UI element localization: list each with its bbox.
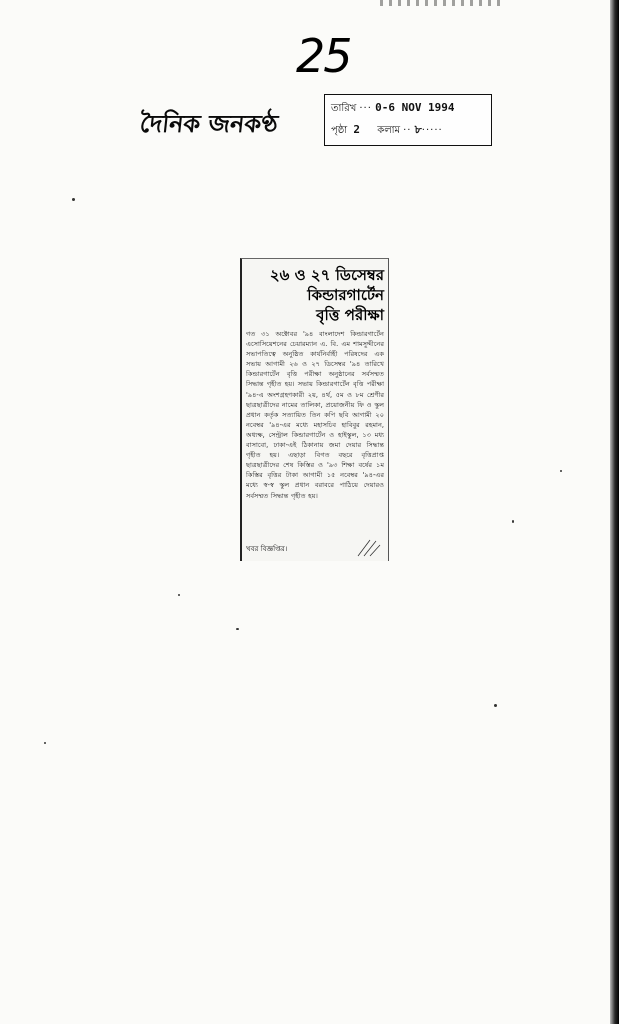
- scan-speck: [44, 742, 46, 744]
- scan-speck: [512, 520, 514, 523]
- newspaper-masthead: দৈনিক জনকণ্ঠ: [138, 110, 280, 138]
- scan-speckle: [380, 0, 500, 6]
- stamp-dots: ·····: [421, 125, 443, 136]
- stamp-date-row: [331, 100, 455, 116]
- article-headline: [250, 265, 384, 325]
- scan-speck: [72, 198, 75, 201]
- date-stamp: [324, 94, 492, 146]
- stamp-page-label: পৃষ্ঠা: [331, 125, 348, 136]
- scan-speck: [560, 470, 562, 472]
- stamp-column-label: কলাম: [377, 125, 401, 136]
- news-clipping: [240, 258, 389, 561]
- article-body: গত ৩১ অক্টোবর '৯৪ বাংলাদেশ কিন্ডারগার্টেন এসোসিয়েশনের চেয়ারম্যান এ. বি. এম শামসুদ্দীনের সভাপতিত্বে অনুষ্ঠিত কার্যনির্বাহী পরিষদের এক সভায় আগামী ২৬ ও ২৭ ডিসেম্বর '৯৪ তারিখে কিন্ডারগার্টেন বৃত্তি পরীক্ষা অনুষ্ঠানের সর্বসম্মত সিদ্ধান্ত গৃহীত হয়। সভায় কিন্ডারগার্টেন বৃত্তি পরীক্ষা '৯৪-এ অংশগ্রহণকারী ২য়, ৪র্থ, ৫ম ও ৮ম শ্রেণীর ছাত্রছাত্রীদের নামের তালিকা, প্রয়োজনীয় ফি ও স্কুল প্রধান কর্তৃক সত্যায়িত তিন কপি ছবি আগামী ২০ নবেম্বর '৯৪-এর মধ্যে মহাসচিব হাবিবুর রহমান, অধ্যক্ষ, সেন্ট্রাল কিন্ডারগার্টেন ও হাইস্কুল, ১৩ মধ্য বাসাবো, ঢাকা-এই ঠিকানায় জমা দেয়ার সিদ্ধান্ত গৃহীত হয়। এছাড়া বিগত বছরে বৃত্তিপ্রাপ্ত ছাত্রছাত্রীদের শেষ কিস্তির ও '৯৩ শিক্ষা বর্ষের ১ম কিস্তির বৃত্তির টাকা আগামী ১৫ নবেম্বর '৯৪-এর মধ্যে স্ব-স্ব স্কুল প্রধান বরাবরে পাঠিয়ে দেয়ারও সর্বসম্মত সিদ্ধান্ত গৃহীত হয়।: [246, 330, 384, 500]
- scan-speck: [236, 628, 239, 630]
- stamp-dots: ··: [403, 125, 412, 136]
- stamp-page-value: 2: [353, 123, 361, 136]
- scratch-marks: [356, 537, 382, 557]
- article-credit: খবর বিজ্ঞপ্তির।: [246, 545, 288, 553]
- headline-line: কিন্ডারগার্টেন: [307, 286, 384, 304]
- scan-speck: [178, 594, 180, 596]
- scan-speck: [494, 704, 497, 707]
- headline-line: বৃত্তি পরীক্ষা: [316, 306, 384, 324]
- headline-line: ২৬ ও ২৭ ডিসেম্বর: [269, 266, 384, 284]
- handwritten-page-number: 25: [296, 29, 351, 83]
- stamp-page-row: [331, 122, 443, 138]
- stamp-column-value: ৮: [414, 123, 422, 136]
- stamp-dots: ···: [359, 103, 372, 114]
- stamp-date-value: 0-6 NOV 1994: [375, 101, 455, 114]
- stamp-date-label: তারিখ: [331, 103, 357, 114]
- page-edge-shadow: [610, 0, 619, 1024]
